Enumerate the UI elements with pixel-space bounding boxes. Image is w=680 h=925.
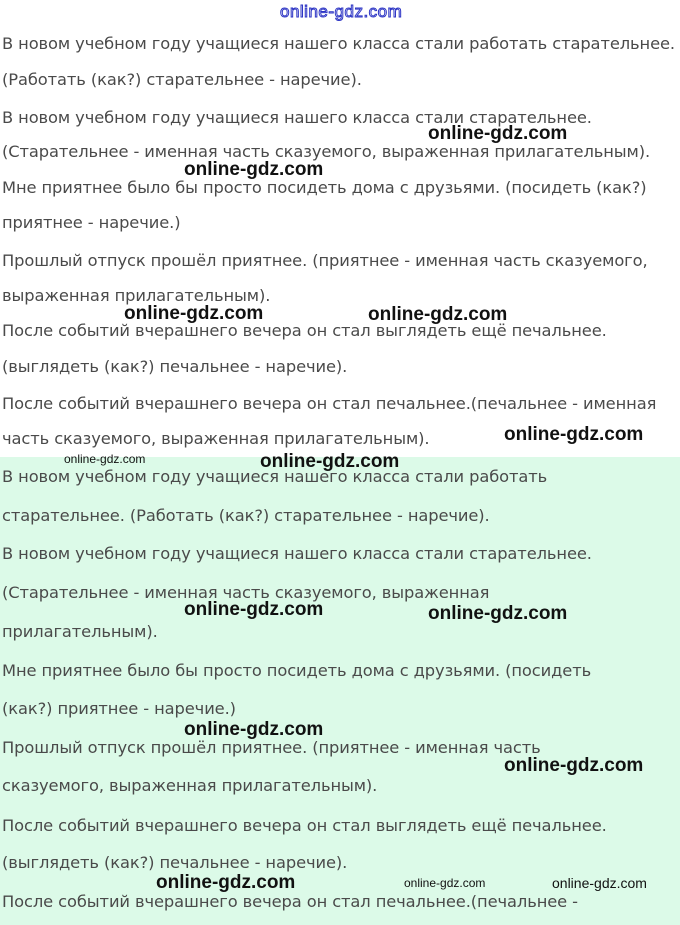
text-line: Мне приятнее было бы просто посидеть дома с друзьями. (посидеть [2,661,592,680]
watermark: online-gdz.com [504,755,644,776]
text-line: В новом учебном году учащиеся нашего класса стали работать [2,467,548,486]
text-line: Прошлый отпуск прошёл приятнее. (приятнее - именная часть сказуемого, [2,251,648,270]
text-line: (Старательнее - именная часть сказуемого, выраженная прилагательным). [2,142,651,161]
watermark: online-gdz.com [184,719,324,740]
text-line: (выглядеть (как?) печальнее - наречие). [2,357,348,376]
text-line: В новом учебном году учащиеся нашего класса стали работать старательнее. [2,34,675,53]
text-line: (Старательнее - именная часть сказуемого, выраженная [2,583,490,602]
text-line: В новом учебном году учащиеся нашего класса стали старательнее. [2,544,592,563]
watermark: online-gdz.com [64,452,146,466]
text-line: Прошлый отпуск прошёл приятнее. (приятнее - именная часть [2,738,541,757]
text-line: После событий вчерашнего вечера он стал печальнее.(печальнее - именная [2,394,657,413]
watermark: online-gdz.com [504,424,644,445]
text-line: В новом учебном году учащиеся нашего класса стали старательнее. [2,108,592,127]
watermark: online-gdz.com [184,159,324,180]
watermark: online-gdz.com [404,876,486,890]
text-line: После событий вчерашнего вечера он стал выглядеть ещё печальнее. [2,321,607,340]
text-line: старательнее. (Работать (как?) старательнее - наречие). [2,506,490,525]
watermark: online-gdz.com [156,872,296,893]
watermark: online-gdz.com [428,123,568,144]
text-line: сказуемого, выраженная прилагательным). [2,776,378,795]
watermark: online-gdz.com [184,599,324,620]
text-line: приятнее - наречие.) [2,213,181,232]
text-line: часть сказуемого, выраженная прилагательным). [2,429,430,448]
watermark: online-gdz.com [428,603,568,624]
watermark: online-gdz.com [552,875,647,891]
text-line: Мне приятнее было бы просто посидеть дома с друзьями. (посидеть (как?) [2,178,647,197]
text-line: (Работать (как?) старательнее - наречие). [2,70,362,89]
text-line: После событий вчерашнего вечера он стал выглядеть ещё печальнее. [2,816,607,835]
text-line: (выглядеть (как?) печальнее - наречие). [2,853,348,872]
watermark: online-gdz.com [124,303,264,324]
header-watermark: online-gdz.com [280,2,403,21]
text-line: (как?) приятнее - наречие.) [2,699,236,718]
text-line: прилагательным). [2,622,158,641]
text-line: После событий вчерашнего вечера он стал печальнее.(печальнее - [2,892,578,911]
text-line: выраженная прилагательным). [2,286,271,305]
watermark: online-gdz.com [368,304,508,325]
watermark: online-gdz.com [260,451,400,472]
